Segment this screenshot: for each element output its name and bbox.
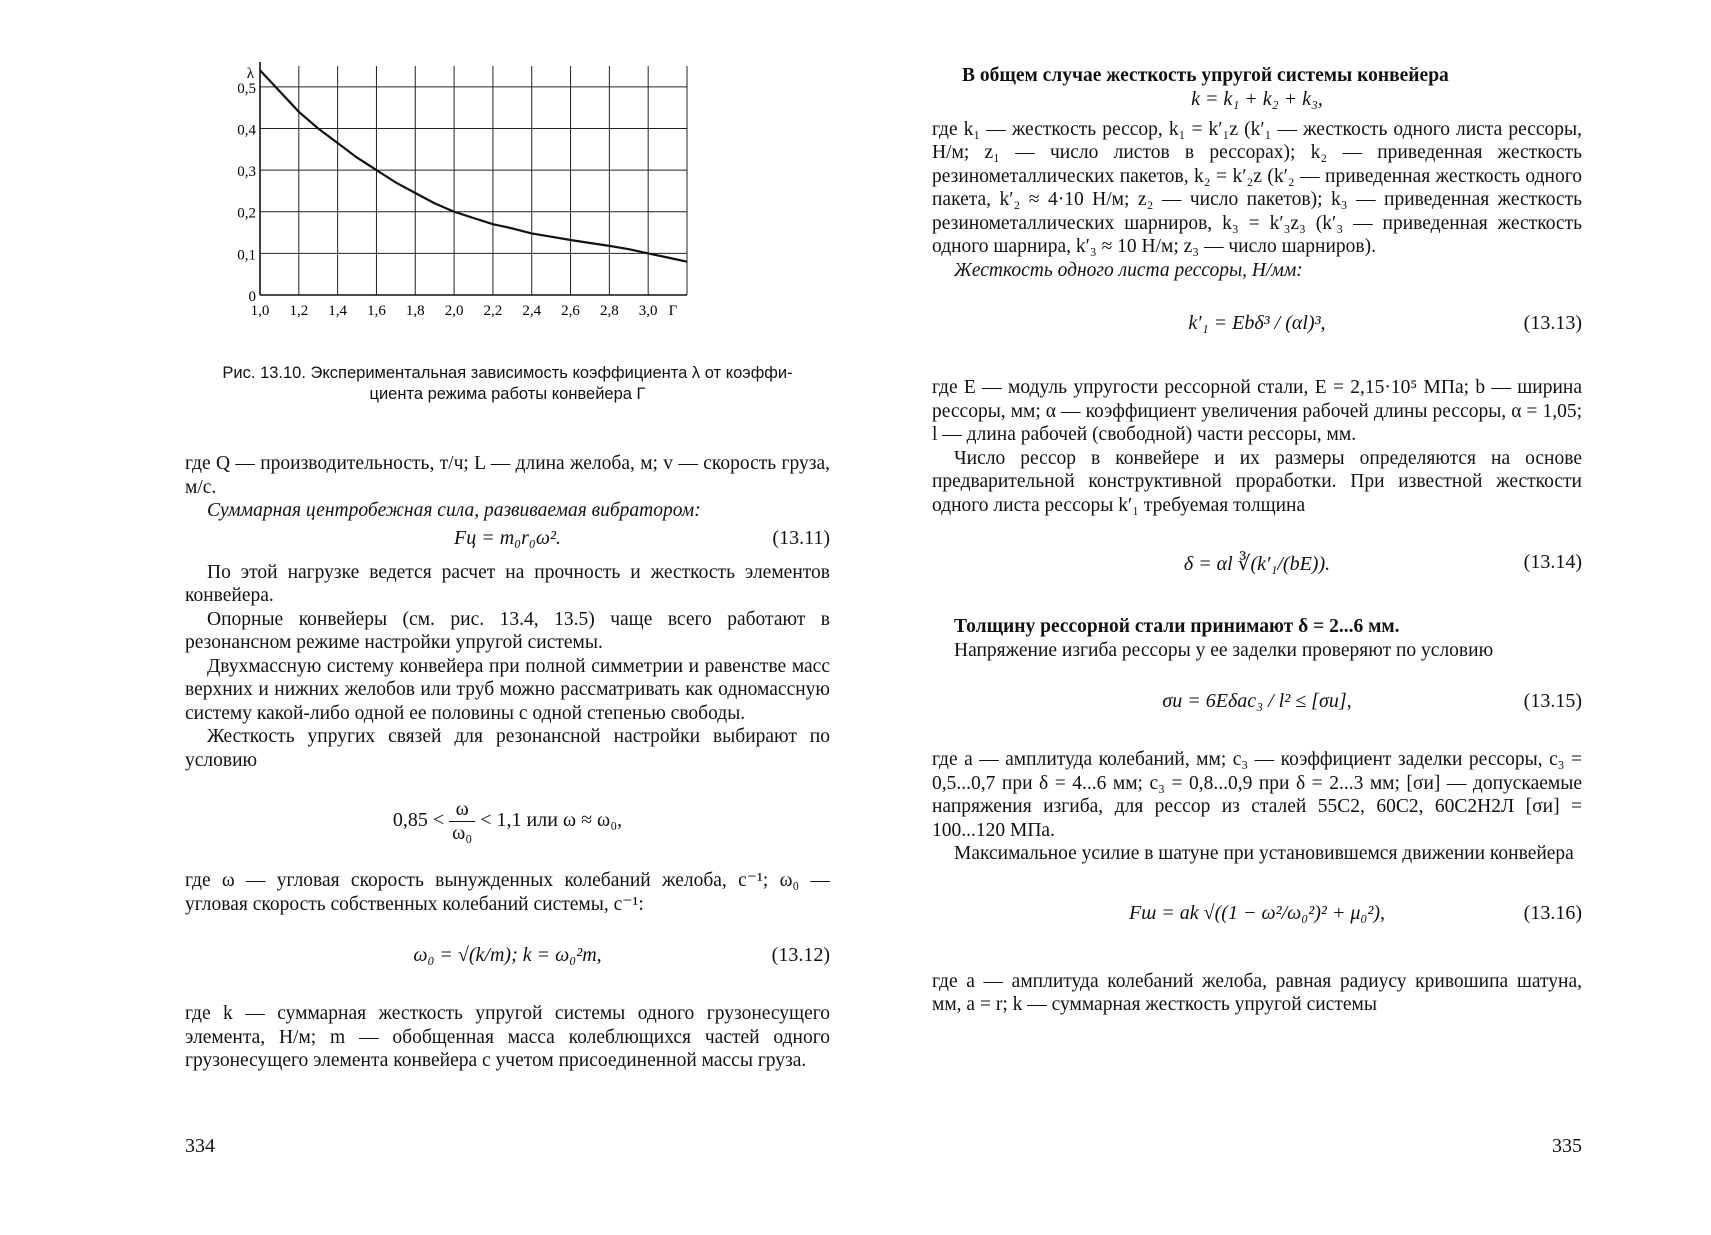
- formula-13-12: ω₀ = √(k/m); k = ω₀²m, (13.12): [413, 944, 830, 966]
- formula-k: k = k₁ + k₂ + k₃,: [1191, 87, 1323, 110]
- y-axis-label: λ: [246, 66, 254, 82]
- paragraph: где k₁ — жесткость рессор, k₁ = k′₁z (k′₁ — жесткость одного листа рессоры, Н/м; z₁ — число листов в рессорах); k₂ — приведенная жесткость резинометаллических пакетов, k₂ = k′₂z (k′₂ — приведенная жесткость одного пакета, k′₂ ≈ 4·10 Н/м; z₂ — число пакетов); k₃ — приведенная жесткость резинометаллических шарниров, k₃ = k′₃z₃ (k′₃ — приведенная жесткость одного шарнира, k′₃ ≈ 10 Н/м; z₃ — число шарниров).: [932, 118, 1582, 257]
- y-tick-label: 0,5: [237, 80, 256, 97]
- caption-line-2: циента режима работы конвейера Г: [369, 385, 646, 403]
- paragraph: Жесткость одного листа рессоры, Н/мм:: [954, 259, 1303, 281]
- paragraph: где ω — угловая скорость вынужденных колебаний желоба, с⁻¹; ω₀ — угловая скорость собственных колебаний системы, с⁻¹:: [185, 870, 830, 915]
- paragraph: где E — модуль упругости рессорной стали, E = 2,15·10⁵ МПа; b — ширина рессоры, мм; α — коэффициент увеличения рабочей длины рессоры, α = 1,05; l — длина рабочей (свободной) части рессоры, мм.: [932, 377, 1582, 445]
- paragraph: Число рессор в конвейере и их размеры определяются на основе предварительной конструктивной проработки. При известной жесткости одного листа рессоры k′₁ требуемая толщина: [932, 447, 1582, 516]
- x-tick-label: 2,8: [599, 303, 619, 319]
- x-tick-label: 2,0: [444, 303, 464, 319]
- x-tick-label: 1,2: [289, 303, 309, 319]
- paragraph: По этой нагрузке ведется расчет на прочность и жесткость элементов конвейера.: [185, 561, 830, 606]
- x-tick-label: 1,0: [250, 303, 270, 319]
- x-tick-label: 1,6: [367, 303, 386, 319]
- resonance-condition: 0,85 < $\frac{\omega}{\text{ω₀}}$ < 1,1 или ω ≈ ω₀,: [392, 798, 623, 844]
- paragraph: Опорные конвейеры (см. рис. 13.4, 13.5) чаще всего работают в резонансном режиме настройки упругой системы.: [185, 608, 830, 653]
- paragraph: где Q — производительность, т/ч; L — длина желоба, м; v — скорость груза, м/с.: [185, 453, 830, 498]
- paragraph: Толщину рессорной стали принимают δ = 2...6 мм.: [954, 616, 1400, 637]
- paragraph: где k — суммарная жесткость упругой системы одного грузонесущего элемента, Н/м; m — обобщенная масса колеблющихся частей одного грузонесущего элемента конвейера с учетом присоединенной массы груза.: [185, 1003, 830, 1071]
- x-tick-label: 1,8: [405, 303, 425, 319]
- lambda-chart: [237, 60, 710, 350]
- formula-13-13: k′₁ = Ebδ³ / (αl)³, (13.13): [1188, 312, 1582, 334]
- section-lead: В общем случае жесткость упругой системы конвейера: [962, 65, 1449, 86]
- y-tick-label: 0,3: [237, 164, 256, 181]
- page-number: 335: [1552, 1135, 1582, 1157]
- x-tick-label: 3,0: [638, 303, 658, 319]
- y-tick-label: 0,1: [237, 247, 256, 264]
- formula-13-15: σи = 6Eδac₃ / l² ≤ [σи], (13.15): [1162, 690, 1582, 712]
- y-tick-label: 0,2: [237, 205, 256, 222]
- formula-13-14: δ = αl ∛(k′₁/(bE)). (13.14): [1183, 551, 1582, 575]
- page-number: 334: [185, 1135, 215, 1157]
- paragraph: где a — амплитуда колебаний желоба, равная радиусу кривошипа шатуна, мм, a = r; k — суммарная жесткость упругой системы: [932, 970, 1582, 1015]
- x-axis-label: Г: [668, 303, 678, 319]
- x-tick-label: 2,4: [522, 303, 542, 319]
- paragraph: Суммарная центробежная сила, развиваемая вибратором:: [207, 500, 701, 521]
- paragraph: где a — амплитуда колебаний, мм; c₃ — коэффициент заделки рессоры, c₃ = 0,5...0,7 при δ = 4...6 мм; c₃ = 0,8...0,9 при δ = 2...3 мм; [σи] — допускаемые напряжения изгиба, для рессор из сталей 55С2, 60С2, 60С2Н2Л [σи] = 100...120 МПа.: [932, 749, 1582, 841]
- paragraph: Напряжение изгиба рессоры у ее заделки проверяют по условию: [954, 639, 1494, 661]
- formula-13-16: Fш = ak √((1 − ω²/ω₀²)² + μ₀²), (13.16): [1128, 901, 1582, 924]
- paragraph: Жесткость упругих связей для резонансной настройки выбирают по условию: [185, 726, 830, 771]
- paragraph: Двухмассную систему конвейера при полной симметрии и равенстве масс верхних и нижних желобов или труб можно рассматривать как одномассную систему какой-либо одной ее половины с одной степенью свободы.: [185, 655, 830, 724]
- x-tick-label: 2,6: [561, 303, 580, 319]
- lambda-curve: [260, 70, 687, 262]
- x-tick-label: 2,2: [483, 303, 503, 319]
- formula-13-11: Fц = m₀r₀ω². (13.11): [454, 526, 830, 549]
- x-tick-label: 1,4: [328, 303, 348, 319]
- paragraph: Максимальное усилие в шатуне при установившемся движении конвейера: [954, 843, 1574, 864]
- figure-caption: [185, 363, 830, 405]
- y-tick-label: 0: [248, 289, 256, 305]
- caption-line-1: Рис. 13.10. Экспериментальная зависимость коэффициента λ от коэффи-: [222, 364, 793, 382]
- y-tick-label: 0,4: [237, 122, 256, 139]
